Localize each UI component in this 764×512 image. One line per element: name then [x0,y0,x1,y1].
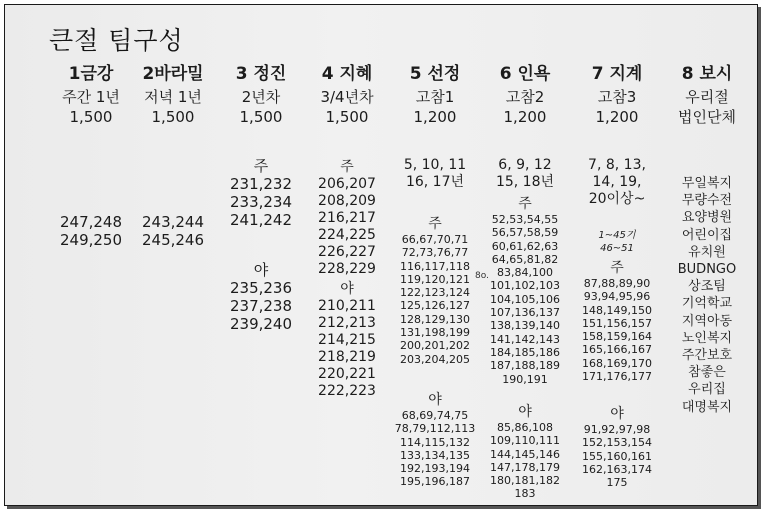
team-name: 5 선정 [409,64,461,84]
member-line: 56,57,58,59 [491,226,559,240]
team-column-4 [301,61,393,129]
team-4-night-group [301,281,393,400]
member-line: 83,84,100 [497,266,553,280]
member-line: 141,142,143 [490,332,560,346]
shift-label-night: 야 [428,392,442,408]
member-line: 60,61,62,63 [491,239,559,253]
team-name: 3 정진 [235,64,287,84]
team-term: 고참1 [415,88,455,106]
handwritten-note: 46~51 [600,243,634,255]
member-line: 190,191 [502,372,548,386]
member-line: 216,217 [318,210,376,226]
member-line: 210,211 [318,298,376,314]
handwritten-note: 1~45기 [598,230,636,241]
team-7-day-group [571,259,663,383]
team-name: 1금강 [68,64,114,84]
member-line: 155,160,161 [582,449,652,463]
member-line: 247,248 [59,213,123,231]
member-line: 148,149,150 [582,303,652,317]
team-term: 우리절 [685,88,729,106]
member-line: 180,181,182 [490,474,560,488]
shift-label-day: 주 [253,157,269,175]
member-line: 138,139,140 [490,319,560,333]
member-line: 214,215 [318,332,376,348]
organization-name: 상조팀 [688,279,726,295]
organization-name: 무일복지 [681,176,733,191]
member-line: 114,115,132 [400,435,470,449]
member-line: 109,110,111 [490,434,560,448]
shift-label-night: 야 [253,261,269,279]
organization-name: 지역아동 [681,313,733,329]
member-line: 144,145,146 [490,447,560,461]
member-line: 122,123,124 [400,286,470,300]
member-line: 187,188,189 [490,359,560,373]
shift-label-day: 주 [518,196,532,212]
member-line: 85,86,108 [497,421,553,434]
year-range-line: 5, 10, 11 [403,157,467,173]
member-line: 212,213 [318,315,376,331]
team-name: 7 지계 [591,64,643,84]
year-range-line: 15, 18년 [495,174,555,190]
member-line: 133,134,135 [400,448,470,462]
team-name: 8 보시 [681,64,733,84]
year-range-line: 16, 17년 [405,174,465,190]
year-range-line: 7, 8, 13, [588,157,646,173]
organization-name: 참좋은 [688,365,726,381]
member-line: 237,238 [229,297,293,315]
team-term: 2년차 [241,88,281,106]
team-2-members [127,213,219,249]
team-name: 2바라밀 [142,64,204,84]
team-price: 1,200 [595,108,639,126]
team-5-night-group [389,391,481,489]
organization-name: 대명복지 [681,399,733,415]
member-line: 203,204,205 [400,352,470,366]
team-price: 1,200 [503,108,547,126]
team-price: 1,200 [413,108,457,126]
shift-label-day: 주 [610,260,624,276]
team-price: 1,500 [69,108,113,126]
member-line: 231,232 [229,175,293,193]
organization-name: 주간보호 [681,348,733,364]
shift-label-night: 야 [518,404,532,420]
member-line: 245,246 [141,231,205,249]
year-range-line: 20이상~ [588,191,646,207]
member-line: 72,73,76,77 [401,246,469,260]
team-column-8 [661,61,753,127]
member-line: 171,176,177 [582,370,652,384]
member-line: 195,196,187 [400,475,470,489]
member-line: 249,250 [59,231,123,249]
member-line: 152,153,154 [582,436,652,450]
organization-name: 우리집 [688,382,726,398]
team-term: 주간 1년 [62,88,120,106]
member-line: 168,169,170 [582,356,652,370]
team-5-year-range [389,157,481,191]
team-5-day-group [389,215,481,366]
member-line: 131,198,199 [400,326,470,340]
team-name: 6 인욕 [499,64,551,84]
team-7-year-range [571,157,663,208]
organization-name: BUDNGO [677,262,737,278]
year-range-line: 14, 19, [592,174,642,190]
team-3-night-group [215,261,307,333]
member-line: 52,53,54,55 [491,213,559,226]
team-column-5 [389,61,481,129]
member-line: 101,102,103 [490,279,560,293]
team-7-handwritten-notes [571,229,663,256]
team-7-night-group [571,405,663,489]
shift-label-day: 주 [340,159,354,175]
member-line: 64,65,81,82 [491,252,559,266]
team-price: 1,500 [151,108,195,126]
team-term-line-2: 법인단체 [678,108,736,126]
team-name: 4 지혜 [321,64,373,84]
team-term: 고참2 [505,88,545,106]
year-range-line: 6, 9, 12 [498,157,552,173]
team-column-7 [571,61,663,129]
member-line: 200,201,202 [400,339,470,353]
member-line: 125,126,127 [400,299,470,313]
member-line: 78,79,112,113 [394,422,476,436]
organization-name: 어린이집 [681,227,733,243]
member-line: 208,209 [318,193,376,209]
member-line: 151,156,157 [582,316,652,330]
team-term: 고참3 [597,88,637,106]
organization-name: 요양병원 [681,210,733,226]
member-line: 183 [514,487,536,501]
team-column-3 [215,61,307,129]
member-line: 107,136,137 [490,306,560,320]
member-line: 222,223 [318,383,376,399]
team-price: 1,500 [325,108,369,126]
member-line: 116,117,118 [400,259,470,273]
member-line: 66,67,70,71 [401,233,469,246]
team-column-1 [45,61,137,129]
member-line: 220,221 [318,366,376,382]
member-line: 162,163,174 [582,462,652,476]
page-title: 큰절 팀구성 [49,26,184,55]
member-line: 147,178,179 [490,460,560,474]
member-line: 128,129,130 [400,312,470,326]
team-column-6 [479,61,571,129]
member-line: 218,219 [318,349,376,365]
organization-name: 유치원 [688,244,726,260]
team-3-day-group [215,157,307,229]
organization-name: 기억학교 [681,296,733,312]
team-8-organization-list [661,175,753,416]
team-6-year-range [479,157,571,191]
member-line: 239,240 [229,315,293,333]
member-line: 233,234 [229,193,293,211]
team-term: 3/4년차 [320,88,374,106]
member-line: 235,236 [229,279,293,297]
member-line: 206,207 [318,176,376,192]
member-line: 224,225 [318,227,376,243]
margin-note: 8o. [475,271,489,281]
member-line: 192,193,194 [400,462,470,476]
shift-label-day: 주 [428,216,442,232]
team-4-day-group [301,159,393,278]
member-line: 104,105,106 [490,292,560,306]
document-frame [4,4,758,506]
team-1-members [45,213,137,249]
member-line: 119,120,121 [400,272,470,286]
team-term: 저녁 1년 [144,88,202,106]
member-line: 228,229 [318,261,376,277]
member-line: 87,88,89,90 [583,277,651,290]
team-6-night-group [479,403,571,501]
member-line: 68,69,74,75 [401,409,469,422]
shift-label-night: 야 [340,281,354,297]
member-line: 243,244 [141,213,205,231]
organization-name: 무량수전 [681,193,733,209]
shift-label-night: 야 [610,406,624,422]
member-line: 226,227 [318,244,376,260]
team-6-day-group [479,195,571,386]
team-price: 1,500 [239,108,283,126]
organization-name: 노인복지 [681,330,733,346]
member-line: 165,166,167 [582,343,652,357]
member-line: 184,185,186 [490,345,560,359]
team-column-2 [127,61,219,129]
member-line: 91,92,97,98 [583,423,651,436]
paper-sheet [5,5,757,505]
member-line: 158,159,164 [582,330,652,344]
member-line: 175 [606,476,628,490]
member-line: 93,94,95,96 [583,290,651,304]
member-line: 241,242 [229,211,293,229]
